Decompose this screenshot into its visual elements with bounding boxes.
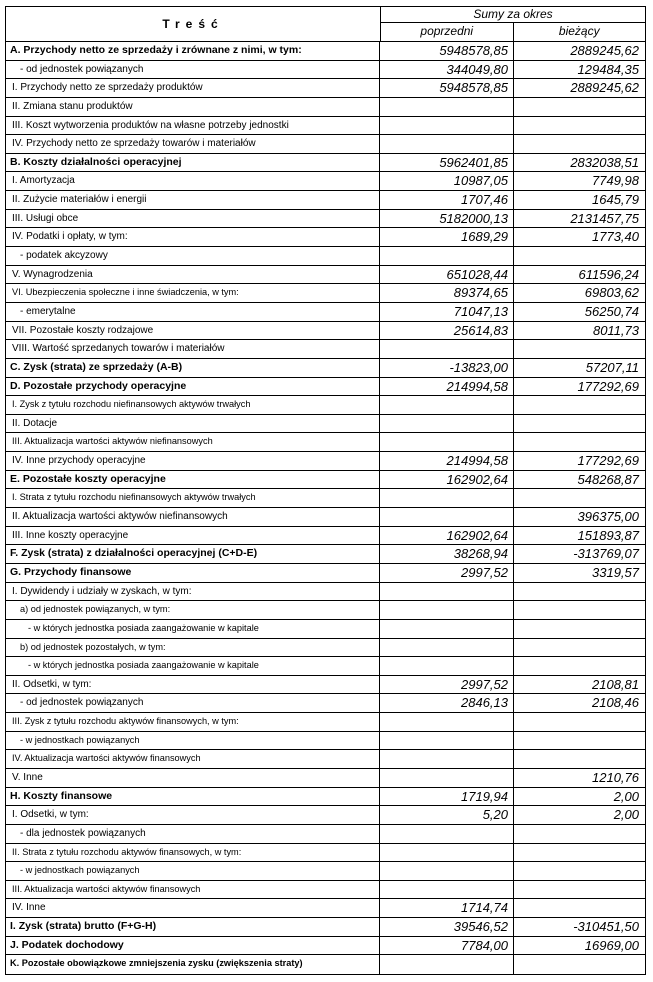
current-period-value: 611596,24 (578, 266, 639, 282)
previous-period-value: 89374,65 (380, 284, 514, 302)
table-row (6, 825, 645, 844)
table-row (6, 564, 645, 583)
current-period-value: 177292,69 (577, 453, 639, 469)
current-period-value (514, 844, 645, 862)
period-headers (381, 23, 645, 41)
previous-period-value (380, 825, 514, 843)
row-label: II. Zmiana stanu produktów (6, 98, 380, 116)
previous-period-value: 214994,58 (380, 452, 514, 470)
previous-period-value (380, 713, 514, 731)
table-row (6, 918, 645, 937)
current-period-value (514, 415, 645, 433)
table-header (6, 7, 645, 42)
row-label: III. Zysk z tytułu rozchodu aktywów finansowych, w tym: (6, 713, 380, 731)
current-period-value (514, 657, 645, 675)
previous-period-value (380, 247, 514, 265)
table-row (6, 322, 645, 341)
table-row (6, 955, 645, 974)
previous-period-value (380, 881, 514, 899)
previous-period-value: 7784,00 (380, 937, 514, 955)
current-period-value: 2108,81 (592, 676, 639, 692)
current-period-value: 57207,11 (585, 359, 639, 375)
table-row (6, 601, 645, 620)
table-row (6, 79, 645, 98)
previous-period-value: 25614,83 (380, 322, 514, 340)
table-row (6, 415, 645, 434)
table-row (6, 508, 645, 527)
current-period-value (514, 135, 645, 153)
previous-period-value (380, 117, 514, 135)
previous-period-value: 344049,80 (380, 61, 514, 79)
row-label: b) od jednostek pozostałych, w tym: (6, 639, 380, 657)
previous-period-value: -13823,00 (380, 359, 514, 377)
previous-period-value: 1689,29 (380, 228, 514, 246)
current-period-value (514, 620, 645, 638)
current-period-value: 2108,46 (592, 695, 639, 711)
previous-period-value (380, 601, 514, 619)
table-body (6, 42, 645, 974)
current-period-value: 2,00 (613, 788, 639, 804)
table-row (6, 806, 645, 825)
current-period-value (514, 713, 645, 731)
table-row (6, 788, 645, 807)
table-row (6, 694, 645, 713)
current-period-value: 7749,98 (592, 173, 639, 189)
table-row (6, 396, 645, 415)
current-period-value: -313769,07 (573, 546, 639, 562)
previous-period-value (380, 135, 514, 153)
previous-period-value: 2997,52 (380, 676, 514, 694)
current-period-value: 1773,40 (592, 229, 639, 245)
table-row (6, 284, 645, 303)
previous-period-value: 214994,58 (380, 378, 514, 396)
current-period-value (514, 98, 645, 116)
row-label: - w jednostkach powiązanych (6, 732, 380, 750)
current-period-value: -310451,50 (573, 919, 639, 935)
current-period-value (514, 955, 645, 974)
table-row (6, 732, 645, 751)
current-period-value (514, 117, 645, 135)
row-label: A. Przychody netto ze sprzedaży i zrównane z nimi, w tym: (6, 42, 380, 60)
row-label: I. Przychody netto ze sprzedaży produktów (6, 79, 380, 97)
content-column-header: Treść (6, 7, 381, 41)
row-label: V. Wynagrodzenia (6, 266, 380, 284)
table-row (6, 489, 645, 508)
current-period-value: 16969,00 (584, 937, 639, 953)
current-period-value: 1645,79 (592, 192, 639, 208)
row-label: VII. Pozostałe koszty rodzajowe (6, 322, 380, 340)
table-row (6, 657, 645, 676)
row-label: IV. Podatki i opłaty, w tym: (6, 228, 380, 246)
row-label: J. Podatek dochodowy (6, 937, 380, 955)
table-row (6, 210, 645, 229)
table-row (6, 769, 645, 788)
current-period-value: 151893,87 (577, 527, 639, 543)
previous-period-value: 10987,05 (380, 172, 514, 190)
table-row (6, 881, 645, 900)
table-row (6, 937, 645, 956)
row-label: a) od jednostek powiązanych, w tym: (6, 601, 380, 619)
previous-period-value (380, 955, 514, 974)
current-period-value (514, 583, 645, 601)
previous-period-value (380, 750, 514, 768)
row-label: II. Dotacje (6, 415, 380, 433)
previous-period-value: 5948578,85 (380, 79, 514, 97)
current-period-value: 2889245,62 (570, 43, 639, 58)
row-label: III. Aktualizacja wartości aktywów niefinansowych (6, 433, 380, 451)
row-label: I. Amortyzacja (6, 172, 380, 190)
previous-period-value (380, 583, 514, 601)
current-period-value: 56250,74 (584, 303, 639, 319)
row-label: B. Koszty działalności operacyjnej (6, 154, 380, 172)
current-period-value (514, 396, 645, 414)
row-label: IV. Aktualizacja wartości aktywów finansowych (6, 750, 380, 768)
previous-period-value: 651028,44 (380, 266, 514, 284)
table-row (6, 378, 645, 397)
table-row (6, 676, 645, 695)
table-row (6, 303, 645, 322)
previous-period-value (380, 769, 514, 787)
row-label: III. Aktualizacja wartości aktywów finansowych (6, 881, 380, 899)
table-row (6, 527, 645, 546)
current-period-value (514, 732, 645, 750)
current-period-value: 396375,00 (577, 509, 639, 525)
previous-period-value: 71047,13 (380, 303, 514, 321)
table-row (6, 750, 645, 769)
row-label: - dla jednostek powiązanych (6, 825, 380, 843)
previous-period-value: 39546,52 (380, 918, 514, 936)
table-row (6, 359, 645, 378)
row-label: D. Pozostałe przychody operacyjne (6, 378, 380, 396)
row-label: I. Zysk z tytułu rozchodu niefinansowych aktywów trwałych (6, 396, 380, 414)
current-period-value: 548268,87 (577, 471, 639, 487)
row-label: - w których jednostka posiada zaangażowanie w kapitale (6, 657, 380, 675)
table-row (6, 639, 645, 658)
table-row (6, 713, 645, 732)
previous-period-value (380, 433, 514, 451)
current-period-value (514, 750, 645, 768)
current-period-value (514, 899, 645, 917)
current-period-value: 2889245,62 (570, 80, 639, 96)
row-label: - od jednostek powiązanych (6, 694, 380, 712)
previous-period-value (380, 639, 514, 657)
table-row (6, 452, 645, 471)
row-label: K. Pozostałe obowiązkowe zmniejszenia zysku (zwiększenia straty) (6, 955, 380, 974)
current-period-value (514, 489, 645, 507)
row-label: H. Koszty finansowe (6, 788, 380, 806)
current-period-value: 177292,69 (577, 378, 639, 394)
previous-period-value: 5182000,13 (380, 210, 514, 228)
current-period-value (514, 433, 645, 451)
previous-period-value: 5962401,85 (380, 154, 514, 172)
row-label: G. Przychody finansowe (6, 564, 380, 582)
previous-period-value (380, 415, 514, 433)
row-label: VI. Ubezpieczenia społeczne i inne świadczenia, w tym: (6, 284, 380, 302)
row-label: III. Koszt wytworzenia produktów na własne potrzeby jednostki (6, 117, 380, 135)
row-label: - w których jednostka posiada zaangażowanie w kapitale (6, 620, 380, 638)
previous-period-value (380, 844, 514, 862)
table-row (6, 42, 645, 61)
current-period-value: 3319,57 (592, 564, 639, 580)
previous-period-value (380, 489, 514, 507)
current-period-value: 2,00 (613, 807, 639, 823)
current-period-value (514, 247, 645, 265)
current-period-value: 69803,62 (584, 285, 639, 301)
previous-period-value: 162902,64 (380, 527, 514, 545)
row-label: II. Strata z tytułu rozchodu aktywów finansowych, w tym: (6, 844, 380, 862)
current-period-value (514, 340, 645, 358)
previous-period-value: 1707,46 (380, 191, 514, 209)
table-row (6, 862, 645, 881)
row-label: I. Odsetki, w tym: (6, 806, 380, 824)
row-label: IV. Inne przychody operacyjne (6, 452, 380, 470)
table-row (6, 135, 645, 154)
row-label: II. Aktualizacja wartości aktywów niefinansowych (6, 508, 380, 526)
previous-period-value (380, 396, 514, 414)
row-label: - w jednostkach powiązanych (6, 862, 380, 880)
row-label: II. Zużycie materiałów i energii (6, 191, 380, 209)
previous-period-value: 2997,52 (380, 564, 514, 582)
table-row (6, 545, 645, 564)
row-label: II. Odsetki, w tym: (6, 676, 380, 694)
table-row (6, 844, 645, 863)
current-period-value: 2832038,51 (570, 154, 639, 170)
previous-period-value: 5948578,85 (380, 42, 514, 60)
table-row (6, 247, 645, 266)
row-label: III. Usługi obce (6, 210, 380, 228)
previous-period-value: 38268,94 (380, 545, 514, 563)
previous-period-value (380, 732, 514, 750)
previous-period-value: 1714,74 (380, 899, 514, 917)
current-period-value (514, 639, 645, 657)
table-row (6, 433, 645, 452)
current-period-value (514, 601, 645, 619)
row-label: C. Zysk (strata) ze sprzedaży (A-B) (6, 359, 380, 377)
previous-period-value (380, 98, 514, 116)
current-period-value (514, 881, 645, 899)
previous-period-value (380, 657, 514, 675)
current-period-value (514, 825, 645, 843)
current-period-value: 129484,35 (577, 61, 639, 77)
previous-period-value (380, 340, 514, 358)
profit-loss-table (5, 6, 646, 975)
row-label: IV. Inne (6, 899, 380, 917)
table-row (6, 899, 645, 918)
row-label: IV. Przychody netto ze sprzedaży towarów i materiałów (6, 135, 380, 153)
table-row (6, 117, 645, 136)
row-label: III. Inne koszty operacyjne (6, 527, 380, 545)
previous-period-value: 2846,13 (380, 694, 514, 712)
sums-period-header: Sumy za okres (381, 7, 645, 23)
current-period-value: 8011,73 (592, 322, 639, 338)
row-label: - od jednostek powiązanych (6, 61, 380, 79)
row-label: I. Strata z tytułu rozchodu niefinansowych aktywów trwałych (6, 489, 380, 507)
previous-period-value (380, 620, 514, 638)
sums-header-group (381, 7, 645, 41)
table-row (6, 228, 645, 247)
table-row (6, 154, 645, 173)
table-row (6, 266, 645, 285)
previous-period-value: 1719,94 (380, 788, 514, 806)
row-label: E. Pozostałe koszty operacyjne (6, 471, 380, 489)
table-row (6, 620, 645, 639)
row-label: I. Zysk (strata) brutto (F+G-H) (6, 918, 380, 936)
row-label: - podatek akcyzowy (6, 247, 380, 265)
table-row (6, 172, 645, 191)
row-label: I. Dywidendy i udziały w zyskach, w tym: (6, 583, 380, 601)
row-label: - emerytalne (6, 303, 380, 321)
table-row (6, 61, 645, 80)
previous-period-value (380, 508, 514, 526)
table-row (6, 471, 645, 490)
current-period-value: 2131457,75 (570, 210, 639, 226)
previous-period-value: 162902,64 (380, 471, 514, 489)
previous-period-header: poprzedni (381, 23, 514, 41)
current-period-value: 1210,76 (592, 769, 639, 785)
row-label: F. Zysk (strata) z działalności operacyjnej (C+D-E) (6, 545, 380, 563)
previous-period-value: 5,20 (380, 806, 514, 824)
current-period-header: bieżący (558, 24, 600, 38)
row-label: V. Inne (6, 769, 380, 787)
table-row (6, 340, 645, 359)
previous-period-value (380, 862, 514, 880)
table-row (6, 583, 645, 602)
table-row (6, 191, 645, 210)
current-period-value (514, 862, 645, 880)
table-row (6, 98, 645, 117)
row-label: VIII. Wartość sprzedanych towarów i materiałów (6, 340, 380, 358)
